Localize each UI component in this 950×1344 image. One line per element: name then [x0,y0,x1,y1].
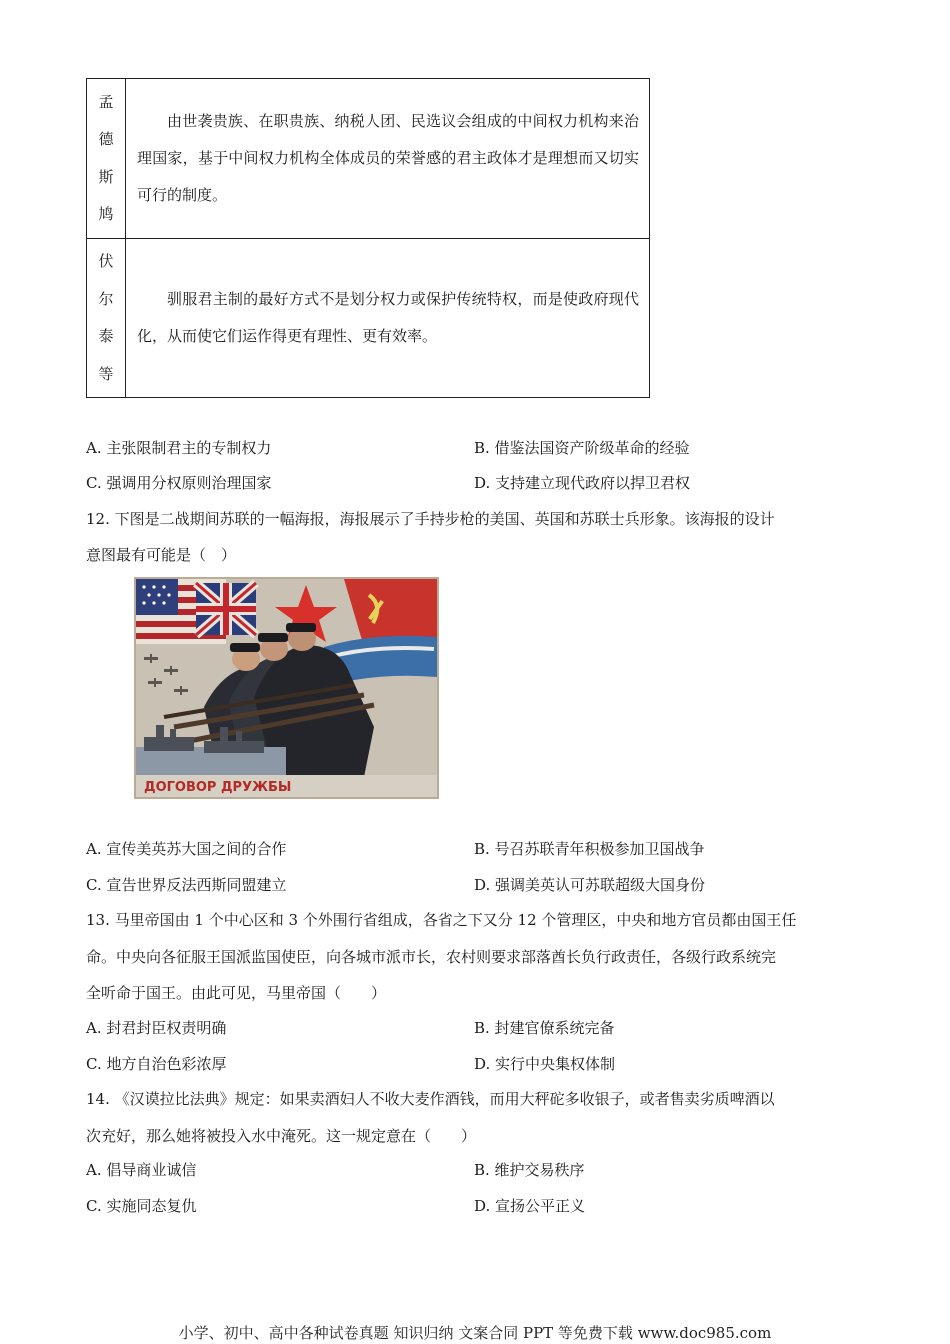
q14-option-c[interactable]: C. 实施同态复仇 [86,1197,197,1215]
q14-stem-line1: 14. 《汉谟拉比法典》规定：如果卖酒妇人不收大麦作酒钱，而用大秤砣多收银子，或者售卖劣质啤酒以 [86,1090,775,1108]
comparison-table [86,78,650,398]
name-char: 孟 [98,92,114,111]
q13-option-c[interactable]: C. 地方自治色彩浓厚 [86,1055,227,1073]
table-row-name [87,239,126,397]
q11-option-d[interactable]: D. 支持建立现代政府以捍卫君权 [474,474,691,492]
q12-stem-line1: 12. 下图是二战期间苏联的一幅海报，海报展示了手持步枪的美国、英国和苏联士兵形象。该海报的设计 [86,510,775,528]
name-char: 伏 [98,252,114,270]
name-char: 德 [98,130,114,148]
table-row-text: 驯服君主制的最好方式不是划分权力或保护传统特权，而是使政府现代化，从而使它们运作得更有理性、更有效率。 [137,290,639,345]
q14-stem-line2: 次充好，那么她将被投入水中淹死。这一规定意在（ ） [86,1127,477,1145]
table-row-name [87,79,126,238]
q13-option-d[interactable]: D. 实行中央集权体制 [474,1055,616,1073]
q13-option-a[interactable]: A. 封君封臣权责明确 [86,1019,227,1037]
page-footer: 小学、初中、高中各种试卷真题 知识归纳 文案合同 PPT 等免费下载 www.doc985.com [178,1324,772,1342]
table-row-text: 由世袭贵族、在职贵族、纳税人团、民选议会组成的中间权力机构来治理国家，基于中间权力机构全体成员的荣誉感的君主政体才是理想而又切实可行的制度。 [137,112,639,204]
name-char: 尔 [98,289,114,308]
q12-stem-line2: 意图最有可能是（ ） [86,546,237,564]
q11-option-b[interactable]: B. 借鉴法国资产阶级革命的经验 [474,439,690,457]
q13-option-b[interactable]: B. 封建官僚系统完备 [474,1019,615,1037]
poster-caption: ДОГОВОР ДРУЖБЫ [144,780,292,795]
q14-option-d[interactable]: D. 宣扬公平正义 [474,1197,586,1215]
q11-option-c[interactable]: C. 强调用分权原则治理国家 [86,474,272,492]
q12-option-a[interactable]: A. 宣传美英苏大国之间的合作 [86,840,287,858]
wwii-poster-image [134,577,439,799]
q12-option-b[interactable]: B. 号召苏联青年积极参加卫国战争 [474,840,705,858]
name-char: 斯 [98,167,114,186]
q12-option-c[interactable]: C. 宣告世界反法西斯同盟建立 [86,876,287,894]
table-row [87,239,649,397]
table-row [87,79,649,239]
q12-option-d[interactable]: D. 强调美英认可苏联超级大国身份 [474,876,706,894]
q13-stem-line3: 全听命于国王。由此可见，马里帝国（ ） [86,984,387,1002]
q14-option-b[interactable]: B. 维护交易秩序 [474,1161,585,1179]
q14-option-a[interactable]: A. 倡导商业诚信 [86,1161,197,1179]
name-char: 鸠 [98,205,114,223]
q13-stem-line1: 13. 马里帝国由 1 个中心区和 3 个外围行省组成，各省之下又分 12 个管理区，中央和地方官员都由国王任 [86,911,797,929]
q11-option-a[interactable]: A. 主张限制君主的专制权力 [86,439,272,457]
name-char: 泰 [98,327,114,345]
name-char: 等 [98,364,114,383]
q13-stem-line2: 命。中央向各征服王国派监国使臣，向各城市派市长，农村则要求部落酋长负行政责任，各级行政系统完 [86,948,777,966]
